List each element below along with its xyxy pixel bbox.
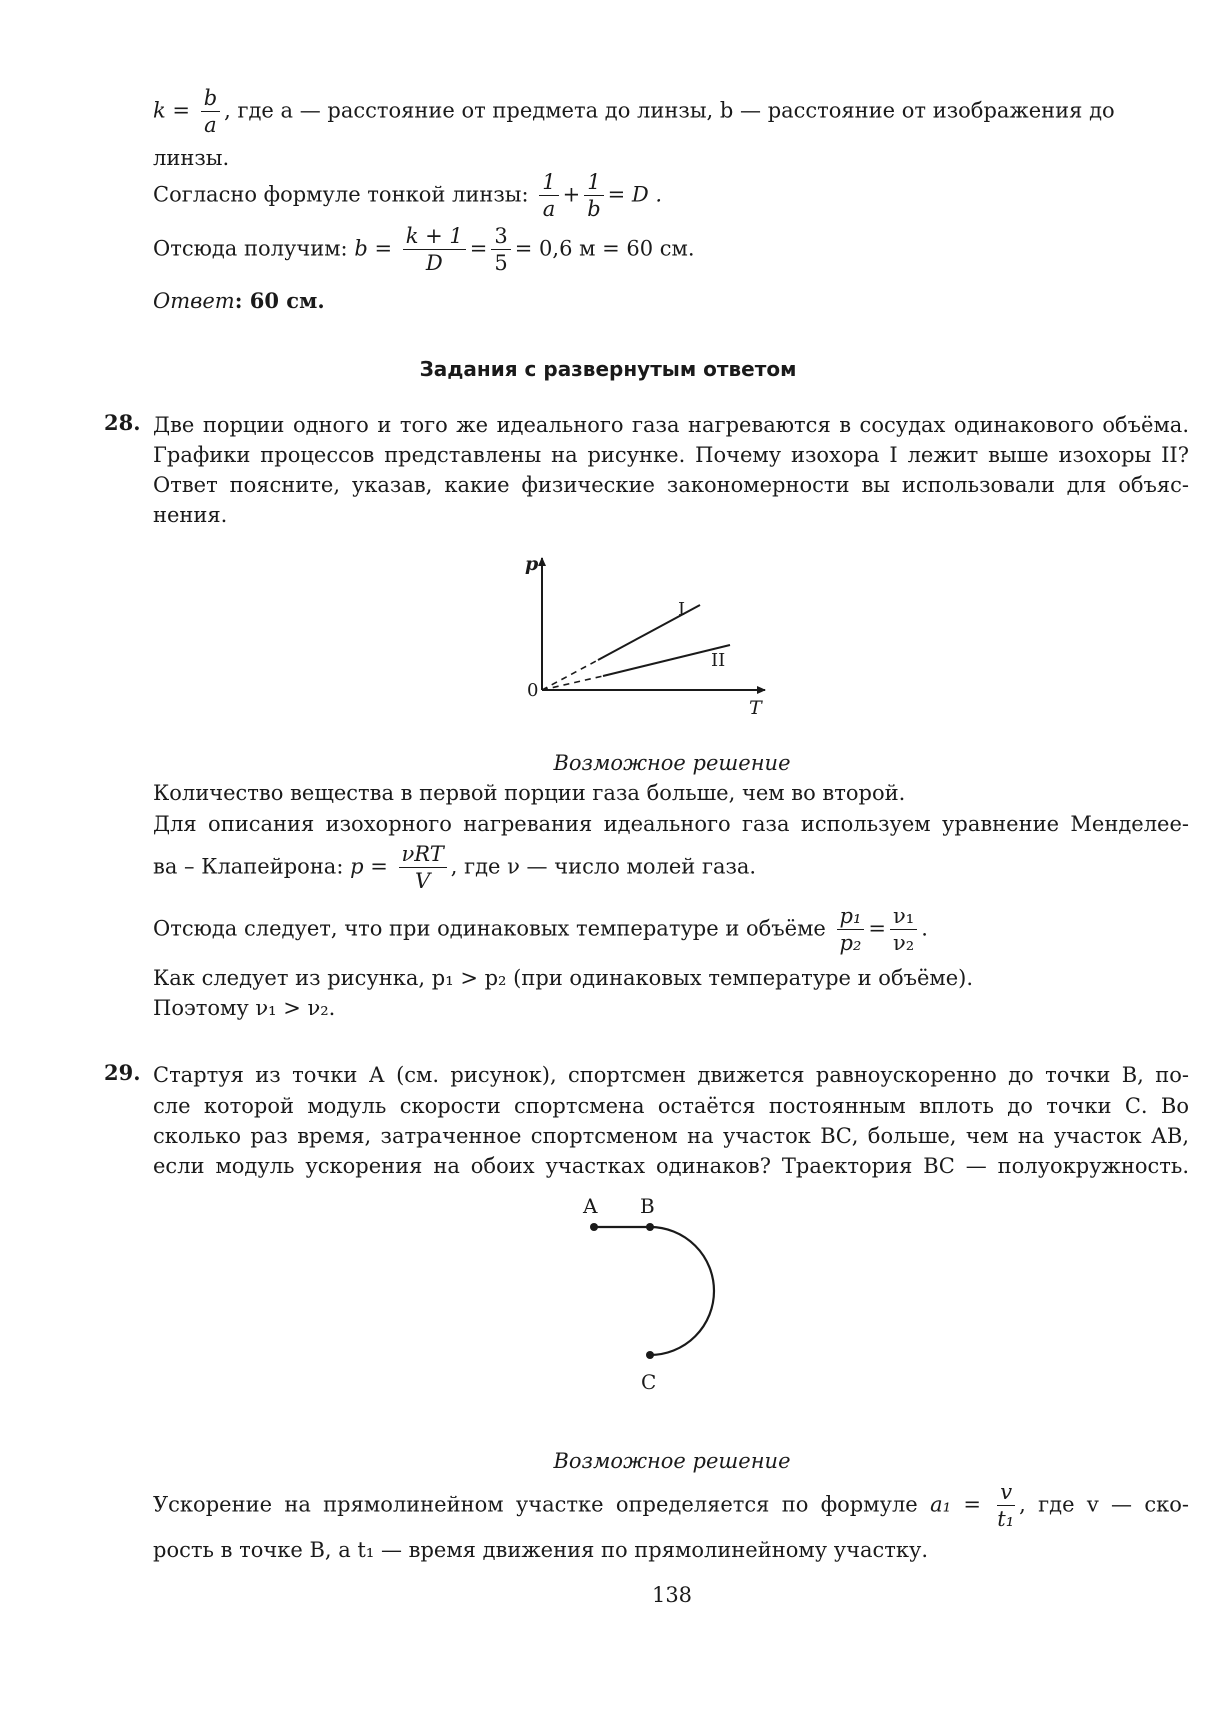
q28-line-4: нения. [153, 503, 228, 527]
lens-word: линзы. [153, 146, 230, 170]
origin-label: 0 [527, 680, 539, 701]
q28-solution-line-1: Количество вещества в первой порции газа больше, чем во второй. [153, 781, 906, 805]
isochore-1-extrapolation [542, 660, 598, 690]
k-definition-text: , где a — расстояние от предмета до линзы, b — расстояние от изображения до [224, 98, 1115, 123]
label-c: C [641, 1370, 657, 1394]
fraction-k-plus-1-over-d: $\frac{k + 1}{D}$ [403, 226, 466, 274]
k-definition-line [153, 88, 1115, 136]
fraction-v-over-t1: $\frac{v}{\text{t₁}}$ [997, 1480, 1015, 1531]
fraction-3-over-5: $\frac{3}{5}$ [491, 226, 510, 274]
answer-line [153, 286, 325, 316]
q29-solution-line-1: Ускорение на прямолинейном участке определяется по формуле a₁ = $\frac{v}{\text{t₁}}$ , где v — ско- [153, 1480, 1189, 1531]
q28-solution-line-6: Поэтому ν₁ > ν₂. [153, 996, 336, 1020]
fraction-v1-over-v2: $\frac{\text{ν₁}}{\text{ν₂}}$ [890, 906, 917, 954]
fraction-nrt-over-v: $\frac{\text{νRT}}{V}$ [399, 844, 447, 892]
q29-line-3: сколько раз время, затраченное спортсменом на участок ВС, больше, чем на участок АВ, [153, 1124, 1189, 1148]
q28-solution-line-3: ва – Клапейрона: p = $\frac{\text{νRT}}{V}$ , где ν — число молей газа. [153, 842, 757, 893]
section-heading: Задания с развернутым ответом [419, 357, 797, 381]
isochore-2-extrapolation [542, 676, 603, 690]
q28-line-3: Ответ поясните, указав, какие физические закономерности вы использовали для объяс- [153, 473, 1189, 497]
question-28-number: 28. [104, 410, 141, 435]
lens-formula-line: Согласно формуле тонкой линзы: $\frac{1}{a}$ + $\frac{1}{b}$ = D . [153, 170, 663, 221]
isochore-1-label: I [678, 599, 686, 620]
q29-solution-title: Возможное решение [553, 1449, 791, 1473]
q28-solution-line-2: Для описания изохорного нагревания идеального газа используем уравнение Менделее- [153, 812, 1189, 836]
point-c [646, 1351, 654, 1359]
axis-p-label: p [525, 553, 539, 575]
answer-label: Ответ [153, 289, 235, 313]
fraction-p1-over-p2: $\frac{\text{p₁}}{\text{p₂}}$ [837, 906, 865, 954]
trajectory-figure [570, 1190, 730, 1410]
q28-solution-line-5: Как следует из рисунка, p₁ > p₂ (при одинаковых температуре и объёме). [153, 966, 974, 990]
q29-line-2: сле которой модуль скорости спортсмена остаётся постоянным вплоть до точки С. Во [153, 1094, 1189, 1118]
axis-t-label: T [749, 697, 762, 718]
fraction-1-over-a: $\frac{1}{a}$ [539, 172, 558, 220]
isochore-graph [515, 548, 785, 718]
q29-line-1: Стартуя из точки А (см. рисунок), спортсмен движется равноускоренно до точки В, по- [153, 1063, 1189, 1087]
k-eq: k = [153, 98, 190, 123]
answer-value: : 60 см. [234, 288, 325, 313]
point-a [590, 1223, 598, 1231]
obtain-line: Отсюда получим: b = $\frac{k + 1}{D}$ = $\frac{3}{5}$ = 0,6 м = 60 см. [153, 224, 695, 275]
point-b [646, 1223, 654, 1231]
q29-solution-line-2: рость в точке В, а t₁ — время движения по прямолинейному участку. [153, 1538, 929, 1562]
label-b: B [640, 1194, 655, 1218]
label-a: A [583, 1194, 598, 1218]
fraction-1-over-b: $\frac{1}{b}$ [584, 172, 603, 220]
q29-line-4: если модуль ускорения на обоих участках одинаков? Траектория ВС — полуокружность. [153, 1154, 1189, 1178]
q28-solution-title: Возможное решение [553, 751, 791, 775]
isochore-2-label: II [711, 650, 726, 671]
fraction-b-over-a: $\frac{b}{a}$ [201, 88, 220, 136]
arc-bc [650, 1227, 714, 1355]
q28-line-1: Две порции одного и того же идеального газа нагреваются в сосудах одинакового объёма. [153, 413, 1189, 437]
q28-line-2: Графики процессов представлены на рисунке. Почему изохора I лежит выше изохоры II? [153, 443, 1189, 467]
q28-solution-line-4: Отсюда следует, что при одинаковых температуре и объёме $\frac{\text{p₁}}{\text{p₂}}$ = $\frac{\text{ν₁}}{\text{ν₂}}$ . [153, 904, 928, 955]
page-number: 138 [651, 1583, 693, 1607]
question-29-number: 29. [104, 1060, 141, 1085]
